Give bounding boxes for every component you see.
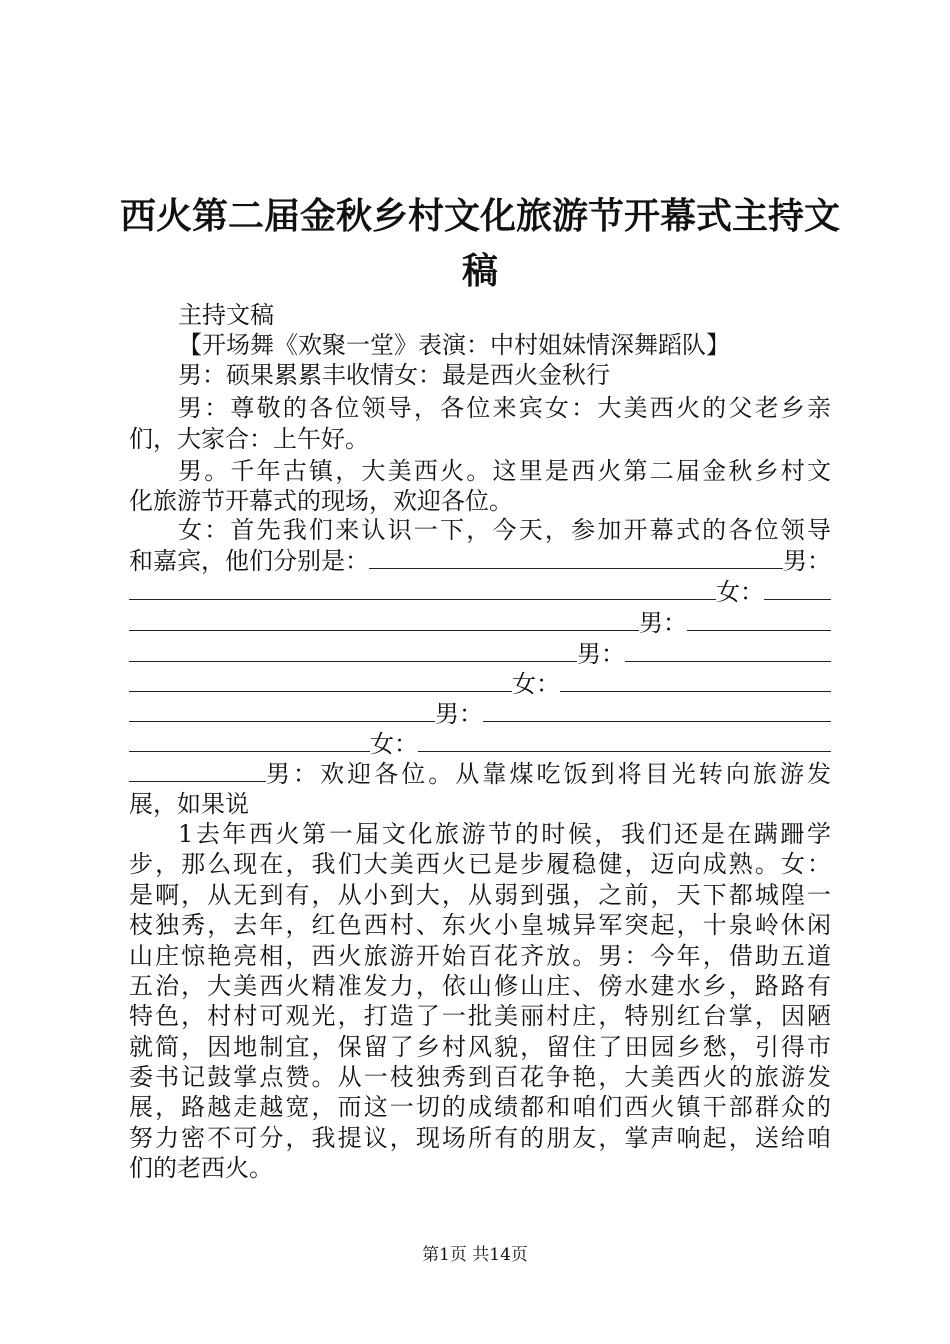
fill-blank (129, 667, 512, 692)
paragraph-line: 就简，因地制宜，保留了乡村风貌，留住了田园乡愁，引得市 (129, 1033, 831, 1061)
speaker-label: 女： (512, 670, 560, 698)
paragraph-line: 们的老西火。 (129, 1154, 273, 1182)
paragraph-line: 男：欢迎各位。从靠煤吃饭到将目光转向旅游发 (266, 760, 831, 788)
fill-blank (129, 727, 370, 752)
doc-title-line2: 稿 (461, 250, 498, 292)
speaker-label: 和嘉宾，他们分别是： (129, 547, 369, 575)
blank-line (129, 544, 831, 577)
paragraph-line: 是啊，从无到有，从小到大，从弱到强，之前，天下都城隍一 (129, 881, 831, 909)
paragraph-line: 山庄惊艳亮相，西火旅游开始百花齐放。男：今年，借助五道 (129, 942, 831, 970)
fill-blank (129, 606, 639, 631)
doc-title-line1: 西火第二届金秋乡村文化旅游节开幕式主持文 (120, 195, 841, 237)
paragraph-line: 展，路越走越宽，而这一切的成绩都和咱们西火镇干部群众的 (129, 1093, 831, 1121)
blank-line (129, 637, 831, 670)
blank-line (129, 697, 831, 730)
paragraph-line: 特色，村村可观光，打造了一批美丽村庄，特别红台掌，因陋 (129, 1002, 831, 1030)
fill-blank (483, 697, 831, 722)
fill-blank (625, 637, 831, 662)
speaker-label: 男： (577, 640, 625, 668)
paragraph-line: 努力密不可分，我提议，现场所有的朋友，掌声响起，送给咱 (129, 1124, 831, 1152)
fill-blank (764, 575, 831, 600)
blank-line (129, 606, 831, 639)
blank-line (129, 667, 831, 700)
paragraph-line: 展，如果说 (129, 790, 249, 818)
blank-line (129, 727, 831, 760)
paragraph-line: 男：尊敬的各位领导，各位来宾女：大美西火的父老乡亲 (178, 394, 831, 422)
paragraph-line: 主持文稿 (178, 301, 274, 329)
paragraph-line: 枝独秀，去年，红色西村、东火小皇城异军突起，十泉岭休闲 (129, 911, 831, 939)
paragraph-line: 【开场舞《欢聚一堂》表演：中村姐妹情深舞蹈队】 (178, 331, 730, 359)
fill-blank (129, 697, 435, 722)
paragraph-line: 化旅游节开幕式的现场，欢迎各位。 (129, 487, 513, 515)
page-footer: 第1页 共14页 (422, 1245, 528, 1265)
speaker-label: 女： (370, 730, 418, 758)
fill-blank (418, 727, 831, 752)
blank-line (129, 757, 831, 790)
paragraph-line: 委书记鼓掌点赞。从一枝独秀到百花争艳，大美西火的旅游发 (129, 1063, 831, 1091)
paragraph-line: 步，那么现在，我们大美西火已是步履稳健，迈向成熟。女： (129, 850, 831, 878)
paragraph-line: 五治，大美西火精准发力，依山修山庄、傍水建水乡，路路有 (129, 972, 831, 1000)
blank-line (129, 575, 831, 608)
paragraph-line: 们，大家合：上午好。 (129, 425, 369, 453)
paragraph-line: 男。千年古镇，大美西火。这里是西火第二届金秋乡村文 (178, 457, 831, 485)
speaker-label: 男： (783, 547, 831, 575)
fill-blank (129, 575, 716, 600)
speaker-label: 男： (435, 700, 483, 728)
paragraph-line: 男：硕果累累丰收情女：最是西火金秋行 (178, 361, 610, 389)
speaker-label: 女： (716, 578, 764, 606)
paragraph-line: 女：首先我们来认识一下，今天，参加开幕式的各位领导 (178, 516, 831, 544)
speaker-label: 男： (639, 609, 687, 637)
fill-blank (687, 606, 831, 631)
fill-blank (369, 544, 783, 569)
paragraph-line: 1去年西火第一届文化旅游节的时候，我们还是在蹒跚学 (178, 820, 831, 848)
fill-blank (129, 757, 266, 782)
fill-blank (560, 667, 831, 692)
fill-blank (129, 637, 577, 662)
